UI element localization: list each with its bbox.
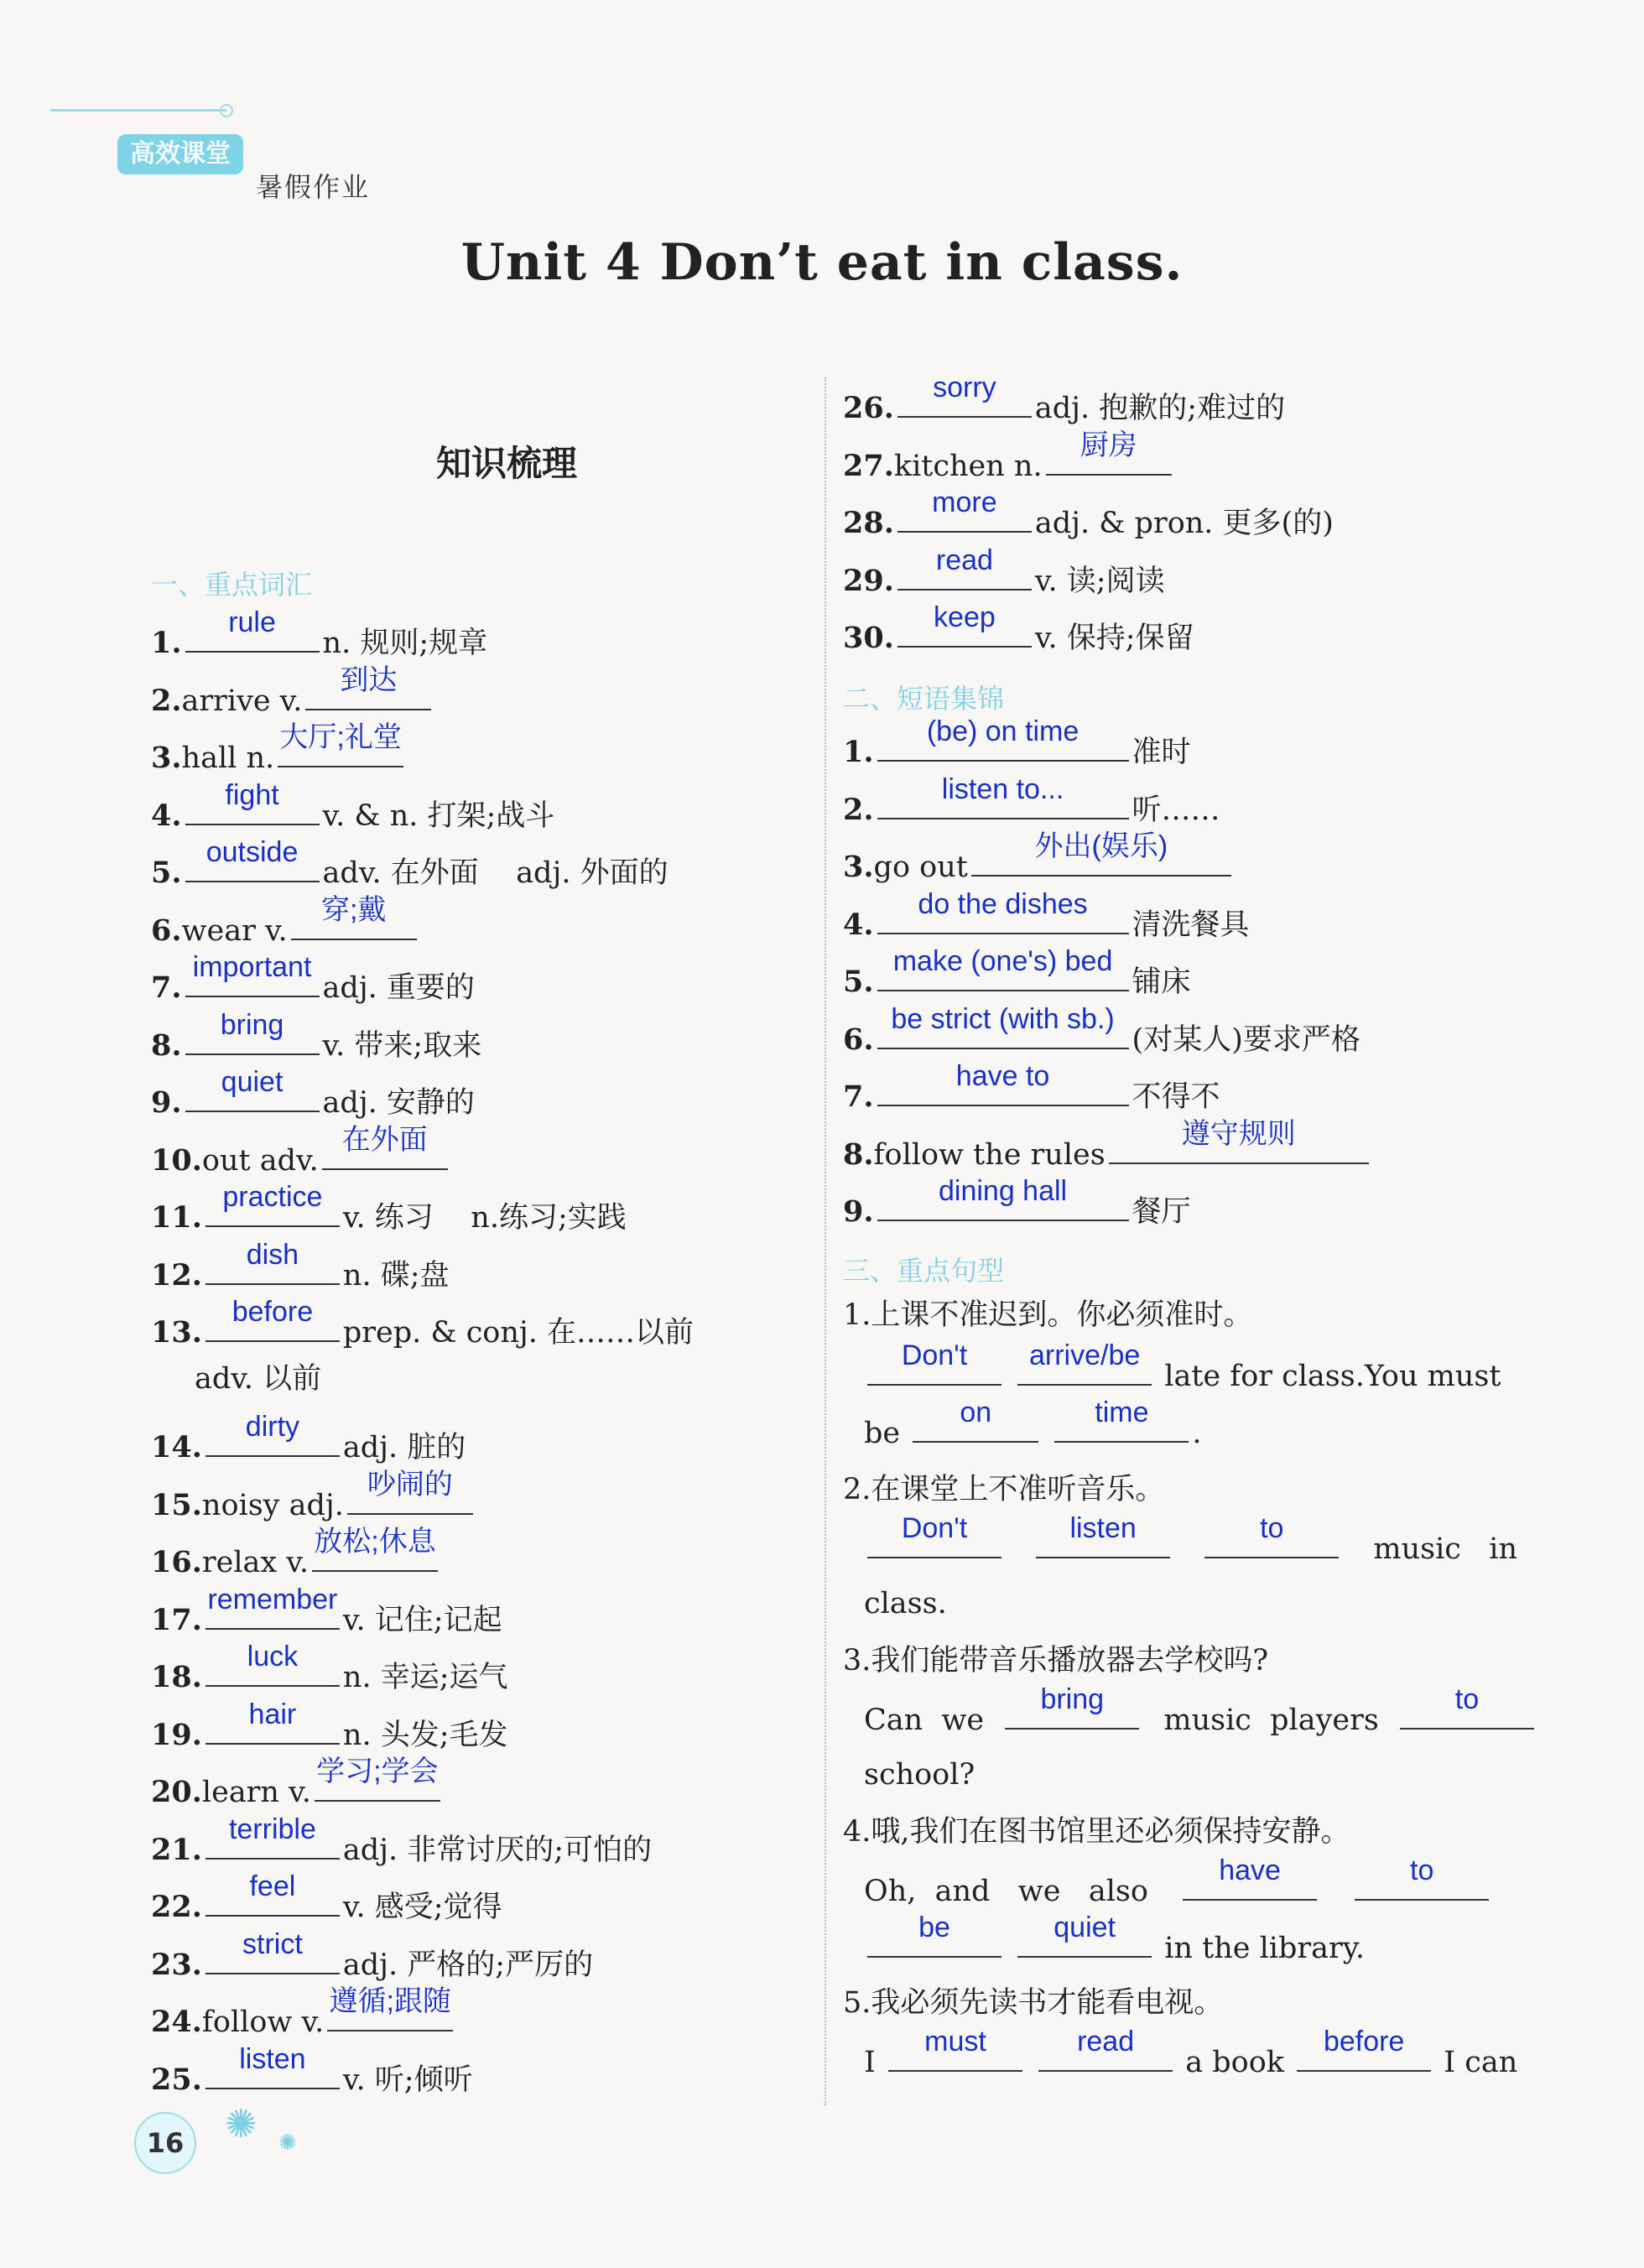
- heading-vocab: 一、重点词汇: [151, 569, 313, 601]
- answer: outside: [206, 836, 299, 868]
- answer-blank[interactable]: [206, 1813, 340, 1860]
- answer: to: [1410, 1854, 1434, 1886]
- answer: sorry: [933, 372, 996, 403]
- answer-blank[interactable]: [315, 1756, 440, 1802]
- answer-blank[interactable]: [897, 372, 1032, 418]
- answer: practice: [222, 1181, 323, 1213]
- item-definition: v. 带来;取来: [322, 1028, 482, 1063]
- answer-blank[interactable]: [312, 1526, 438, 1572]
- sentence-1-cn: 1.上课不准迟到。你必须准时。: [843, 1298, 1253, 1332]
- vocab-item: [151, 2042, 473, 2101]
- answer: listen to...: [941, 772, 1064, 805]
- answer-blank[interactable]: [877, 945, 1129, 991]
- answer-blank[interactable]: [897, 601, 1032, 648]
- item-definition: 不得不: [1132, 1080, 1220, 1114]
- answer: arrive/be: [1029, 1339, 1141, 1371]
- answer-blank[interactable]: [971, 830, 1231, 877]
- answer-blank[interactable]: [206, 1698, 340, 1745]
- item-definition: v. 记住;记起: [342, 1603, 502, 1637]
- answer-blank[interactable]: [1109, 1117, 1369, 1164]
- item-definition: n. 规则;规章: [322, 627, 488, 660]
- small-flower-icon: ✺: [278, 2130, 297, 2156]
- item-definition: (对某人)要求严格: [1132, 1022, 1360, 1057]
- answer: have to: [955, 1060, 1050, 1092]
- answer: quiet: [1054, 1912, 1116, 1943]
- sentence-text: late for class.You must: [1164, 1360, 1501, 1393]
- answer-blank[interactable]: [877, 887, 1129, 934]
- answer: have: [1219, 1854, 1281, 1886]
- answer-blank[interactable]: [1046, 429, 1172, 476]
- answer: 穿;戴: [320, 893, 387, 926]
- item-definition: 清洗餐具: [1132, 908, 1250, 942]
- answer: be strict (with sb.): [891, 1002, 1115, 1035]
- answer-blank[interactable]: [877, 1175, 1129, 1221]
- item-number: 13.: [151, 1315, 202, 1350]
- heading-sentences: 三、重点句型: [843, 1255, 1005, 1287]
- item-definition: v. 保持;保留: [1034, 622, 1194, 655]
- answer: 学习;学会: [316, 1756, 439, 1787]
- sentence-text: in the library.: [1164, 1932, 1365, 1965]
- blank[interactable]: [1297, 2026, 1431, 2072]
- item-number: 2.: [151, 683, 182, 718]
- answer-blank[interactable]: [185, 778, 320, 825]
- answer: bring: [220, 1008, 284, 1041]
- answer-blank[interactable]: [185, 951, 320, 997]
- answer: be: [918, 1912, 950, 1943]
- answer: time: [1095, 1397, 1149, 1428]
- item-number: 5.: [843, 965, 874, 999]
- answer-blank[interactable]: [278, 721, 403, 767]
- item-definition: v. 感受;觉得: [342, 1891, 502, 1924]
- blank[interactable]: [867, 1512, 1001, 1558]
- sentence-text: I can: [1444, 2046, 1518, 2079]
- item-number: 24.: [151, 2005, 202, 2039]
- answer: make (one's) bed: [892, 945, 1113, 977]
- item-number: 16.: [151, 1545, 202, 1579]
- item-definition: adj. 重要的: [322, 971, 475, 1005]
- item-definition: n. 碟;盘: [342, 1258, 450, 1293]
- answer: dish: [246, 1238, 299, 1271]
- answer-blank[interactable]: [206, 1927, 340, 1974]
- blank[interactable]: [867, 1339, 1001, 1386]
- answer: before: [232, 1296, 314, 1328]
- item-definition: v. 读;阅读: [1034, 564, 1165, 598]
- series-badge: 高效课堂: [117, 134, 243, 174]
- answer: listen: [1069, 1512, 1137, 1544]
- item-definition: n. 幸运;运气: [342, 1661, 508, 1694]
- item-definition: v. 练习 n.练习;实践: [342, 1201, 627, 1235]
- series-subtitle: 暑假作业: [256, 171, 371, 203]
- answer: remember: [207, 1583, 338, 1615]
- sentence-text: a book: [1185, 2046, 1284, 2079]
- answer: before: [1323, 2026, 1405, 2057]
- sentence-3-cn: 3.我们能带音乐播放器去学校吗?: [843, 1644, 1269, 1678]
- item-prefix: wear v.: [181, 913, 288, 948]
- item-number: 1.: [843, 735, 874, 769]
- blank[interactable]: [1005, 1683, 1139, 1730]
- sentence-2-cn: 2.在课堂上不准听音乐。: [843, 1473, 1165, 1506]
- answer: (be) on time: [926, 715, 1080, 747]
- blank[interactable]: [1017, 1912, 1152, 1958]
- answer-blank[interactable]: [206, 1411, 340, 1457]
- answer-blank[interactable]: [347, 1468, 473, 1515]
- sentence-5-en-line1: [864, 2026, 1518, 2083]
- item-number: 21.: [151, 1832, 202, 1867]
- answer: 遵守规则: [1181, 1117, 1296, 1150]
- answer-blank[interactable]: [305, 663, 431, 710]
- answer: 厨房: [1080, 429, 1137, 461]
- item-number: 23.: [151, 1947, 202, 1982]
- item-number: 18.: [151, 1660, 202, 1694]
- item-number: 12.: [151, 1257, 202, 1293]
- item-definition: 铺床: [1132, 965, 1191, 999]
- answer: feel: [249, 1870, 296, 1902]
- sentence-text: .: [1192, 1417, 1202, 1450]
- blank[interactable]: [1038, 2026, 1173, 2072]
- answer: 遵循;跟随: [329, 1985, 451, 2017]
- header-decoration-dot: [220, 104, 233, 117]
- item-number: 26.: [843, 391, 894, 425]
- vocab-item: [843, 601, 1194, 659]
- answer: dirty: [245, 1411, 300, 1443]
- page-number: 16: [134, 2112, 196, 2174]
- item-definition: v. 听;倾听: [342, 2063, 473, 2097]
- answer: 吵闹的: [367, 1468, 453, 1501]
- header-decoration-line: [50, 109, 226, 112]
- answer: on: [960, 1397, 992, 1428]
- answer: to: [1454, 1683, 1480, 1715]
- item-number: 19.: [151, 1717, 202, 1752]
- item-prefix: out adv.: [201, 1143, 319, 1178]
- answer: luck: [247, 1641, 299, 1672]
- item-number: 10.: [151, 1142, 202, 1178]
- blank[interactable]: [867, 1912, 1001, 1958]
- blank[interactable]: [888, 2026, 1022, 2072]
- answer: 外出(娱乐): [1034, 830, 1168, 862]
- item-number: 3.: [843, 850, 874, 884]
- answer: rule: [228, 606, 276, 638]
- answer-blank[interactable]: [877, 1002, 1129, 1049]
- sentence-text: music players: [1163, 1704, 1379, 1737]
- answer-blank[interactable]: [206, 1296, 340, 1342]
- answer: read: [1077, 2026, 1135, 2057]
- item-prefix: go out: [873, 850, 968, 884]
- sentence-text: Can we: [864, 1704, 985, 1737]
- answer: hair: [248, 1698, 297, 1730]
- item-prefix: relax v.: [201, 1546, 310, 1579]
- answer: more: [932, 486, 997, 518]
- sentence-4-cn: 4.哦,我们在图书馆里还必须保持安静。: [843, 1815, 1350, 1849]
- vocab-13-continuation: adv. 以前: [195, 1362, 322, 1396]
- item-definition: 听……: [1132, 793, 1220, 827]
- answer: 放松;休息: [314, 1526, 436, 1558]
- item-number: 29.: [843, 563, 894, 598]
- answer-blank[interactable]: [185, 606, 320, 653]
- blank[interactable]: [1400, 1683, 1534, 1730]
- item-definition: adj. 严格的;严厉的: [342, 1948, 594, 1982]
- answer: read: [935, 544, 993, 576]
- answer: fight: [225, 778, 279, 811]
- answer: listen: [239, 2042, 306, 2075]
- blank[interactable]: [1183, 1854, 1317, 1901]
- item-definition: 餐厅: [1132, 1195, 1191, 1229]
- answer-blank[interactable]: [877, 1060, 1129, 1106]
- item-number: 2.: [843, 792, 874, 827]
- item-number: 30.: [843, 621, 894, 655]
- item-definition: adj. 非常讨厌的;可怕的: [342, 1833, 653, 1867]
- answer-blank[interactable]: [897, 544, 1032, 590]
- item-number: 28.: [843, 506, 894, 540]
- item-definition: adj. & pron. 更多(的): [1034, 507, 1334, 540]
- blank[interactable]: [1355, 1854, 1489, 1901]
- blank[interactable]: [1017, 1339, 1152, 1386]
- answer: keep: [934, 601, 996, 633]
- item-prefix: kitchen n.: [893, 449, 1043, 483]
- answer: 到达: [340, 663, 398, 696]
- sentence-3-en-line1: [864, 1683, 1537, 1741]
- item-prefix: learn v.: [201, 1776, 311, 1809]
- answer-blank[interactable]: [206, 2042, 340, 2089]
- unit-title: Unit 4 Don’t eat in class.: [460, 233, 1184, 292]
- item-definition: n. 头发;毛发: [342, 1718, 508, 1752]
- blank[interactable]: [913, 1397, 1038, 1443]
- item-number: 1.: [151, 626, 182, 660]
- sentence-2-en-line2: class.: [864, 1587, 947, 1620]
- answer-blank[interactable]: [206, 1181, 340, 1227]
- item-number: 8.: [151, 1027, 182, 1063]
- blank[interactable]: [1054, 1397, 1189, 1443]
- item-number: 8.: [843, 1137, 874, 1172]
- answer-blank[interactable]: [877, 772, 1129, 819]
- answer: 在外面: [341, 1123, 428, 1156]
- answer-blank[interactable]: [206, 1238, 340, 1285]
- item-definition: 准时: [1132, 736, 1191, 769]
- item-number: 5.: [151, 856, 182, 890]
- item-number: 14.: [151, 1430, 202, 1464]
- item-number: 17.: [151, 1602, 202, 1637]
- answer: terrible: [228, 1813, 316, 1845]
- answer: bring: [1040, 1683, 1105, 1715]
- sentence-text: music in: [1373, 1532, 1518, 1566]
- sentence-1-en-line2: [864, 1397, 1202, 1454]
- answer: must: [924, 2026, 986, 2057]
- item-definition: prep. & conj. 在……以前: [342, 1316, 695, 1350]
- answer-blank[interactable]: [185, 1066, 320, 1112]
- item-number: 9.: [843, 1194, 874, 1229]
- sentence-2-en-line1: [864, 1512, 1518, 1570]
- answer-blank[interactable]: [291, 893, 417, 940]
- item-number: 27.: [843, 448, 894, 483]
- column-divider: [825, 377, 826, 2105]
- item-number: 7.: [151, 970, 182, 1005]
- flower-icon: ✺: [225, 2101, 258, 2146]
- answer: do the dishes: [918, 887, 1088, 920]
- item-number: 6.: [151, 913, 182, 948]
- item-number: 11.: [151, 1200, 202, 1235]
- item-prefix: follow v.: [201, 2005, 325, 2039]
- sentence-3-en-line2: school?: [864, 1758, 975, 1792]
- blank[interactable]: [1036, 1512, 1170, 1558]
- answer: to: [1260, 1512, 1284, 1544]
- sentence-5-cn: 5.我必须先读书才能看电视。: [843, 1986, 1224, 2020]
- item-prefix: noisy adj.: [201, 1488, 344, 1522]
- item-prefix: hall n.: [181, 741, 275, 775]
- answer: dining hall: [938, 1175, 1068, 1207]
- answer: Don't: [901, 1512, 968, 1544]
- item-number: 7.: [843, 1079, 874, 1114]
- answer-blank[interactable]: [185, 836, 320, 882]
- answer: Don't: [901, 1339, 968, 1371]
- item-prefix: arrive v.: [181, 684, 303, 718]
- answer-blank[interactable]: [877, 715, 1129, 762]
- sentence-text: be: [864, 1417, 901, 1450]
- phrases-item: [843, 1175, 1191, 1233]
- answer: strict: [242, 1927, 303, 1960]
- answer-blank[interactable]: [327, 1985, 453, 2031]
- sentence-text: I: [864, 2046, 876, 2079]
- answer: 大厅;礼堂: [279, 721, 402, 753]
- item-definition: adj. 脏的: [342, 1431, 466, 1464]
- item-prefix: follow the rules: [873, 1137, 1106, 1172]
- item-number: 4.: [151, 798, 182, 833]
- item-definition: v. & n. 打架;战斗: [322, 798, 555, 833]
- item-number: 6.: [843, 1022, 874, 1057]
- item-definition: adj. 安静的: [322, 1086, 475, 1120]
- item-number: 9.: [151, 1085, 182, 1120]
- item-number: 15.: [151, 1487, 202, 1522]
- answer: important: [192, 951, 312, 983]
- item-definition: adv. 在外面 adj. 外面的: [322, 856, 669, 890]
- heading-phrases: 二、短语集锦: [843, 683, 1005, 715]
- item-number: 25.: [151, 2062, 202, 2097]
- item-number: 4.: [843, 907, 874, 942]
- section-title: 知识梳理: [436, 443, 578, 484]
- answer-blank[interactable]: [206, 1870, 340, 1917]
- answer-blank[interactable]: [206, 1583, 340, 1630]
- answer-blank[interactable]: [322, 1123, 448, 1170]
- item-definition: adj. 抱歉的;难过的: [1034, 392, 1286, 425]
- item-number: 22.: [151, 1890, 202, 1924]
- sentence-4-en-line2: [864, 1912, 1365, 1969]
- sentence-text: Oh, and we also: [864, 1875, 1148, 1908]
- item-number: 3.: [151, 741, 182, 775]
- vocab-item: [151, 1296, 695, 1354]
- answer-blank[interactable]: [185, 1008, 320, 1055]
- blank[interactable]: [1204, 1512, 1339, 1558]
- item-number: 20.: [151, 1775, 202, 1809]
- answer-blank[interactable]: [206, 1641, 340, 1687]
- answer-blank[interactable]: [897, 486, 1032, 533]
- answer: quiet: [221, 1066, 284, 1098]
